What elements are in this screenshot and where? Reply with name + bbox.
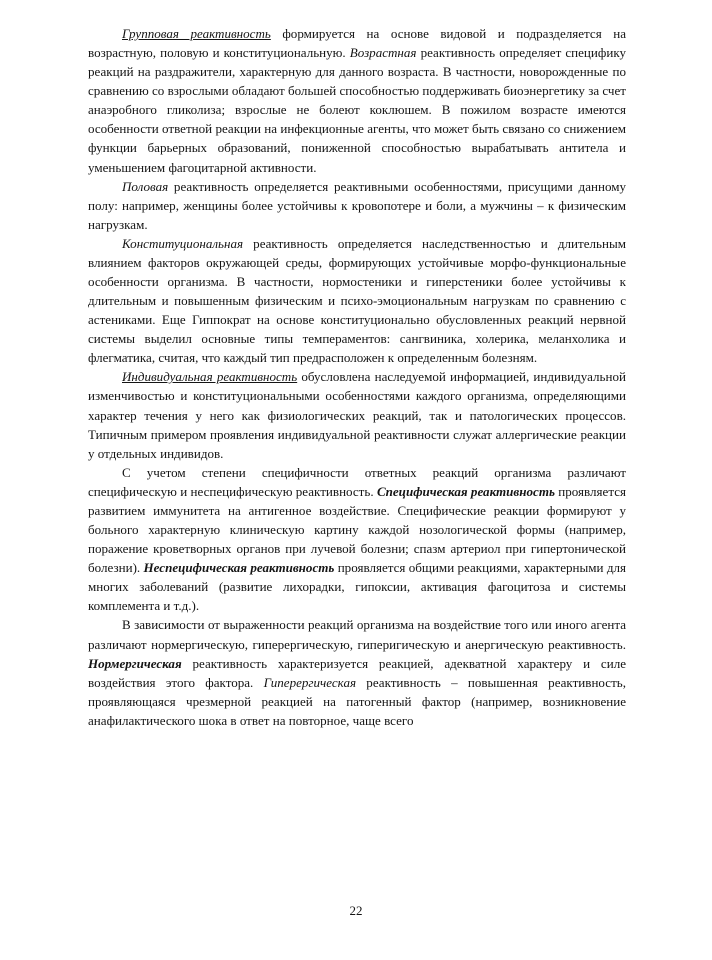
text-run: С учетом степени специфичности ответных реакций организма различают специфическую и неспецифическую реактивность. <box>88 464 626 499</box>
text-run: проявляется общими реакциями, характерными для многих заболеваний (развитие лихорадки, гипоксии, активация фагоцитоза и системы комплемента и т.д.). <box>88 560 627 614</box>
paragraph-constitutional-reactivity <box>88 234 626 368</box>
paragraph-sex-reactivity <box>88 177 626 234</box>
document-body <box>88 24 626 730</box>
paragraph-specific-reactivity <box>88 463 626 616</box>
text-run: реактивность – повышенная реактивность, проявляющаяся чрезмерной реакцией на патогенный фактор (например, возникновение анафилактического шока в ответ на повторное, чаще всего <box>88 674 626 728</box>
text-run: обусловлена наследуемой информацией, индивидуальной изменчивостью и конституциональными особенностями каждого организма, определяющими характер течения у него как физиологических реакций, так и патологических процессов. Типичным примером проявления индивидуальной реактивности служат аллергические реакции у отдельных индивидов. <box>88 369 626 461</box>
emphasized-term: Групповая реактивность <box>122 26 271 41</box>
emphasized-term: Индивидуальная реактивность <box>122 369 298 385</box>
emphasized-term: Неспецифическая реактивность <box>143 560 335 576</box>
emphasized-term: Гиперергическая <box>263 674 357 690</box>
page-number: 22 <box>349 903 363 918</box>
emphasized-term: Конституциональная <box>122 235 244 251</box>
emphasized-term: Возрастная <box>349 45 417 61</box>
text-run: формируется на основе видовой и подразделяется на возрастную, половую и конституциональную. <box>88 26 626 61</box>
text-run: реактивность определяется наследственностью и длительным влиянием факторов окружающей среды, формирующих устойчивые морфо-функциональные особенности организма. В частности, нормостеники и гиперстеники более устойчивы к длительным и повышенным физическим и психо-эмоциональным нагрузкам по сравнению с астениками. Еще Гиппократ на основе конституционально обусловленных реакций нервной системы выделил основные типы темпераментов: сангвиника, холерика, меланхолика и флегматика, считая, что каждый тип предрасположен к определенным болезням. <box>88 235 626 366</box>
paragraph-reactivity-degree <box>88 615 626 729</box>
paragraph-group-reactivity <box>88 24 626 177</box>
text-run: реактивность определяется реактивными особенностями, присущими данному полу: например, женщины более устойчивы к кровопотере и боли, а мужчины – к физическим нагрузкам. <box>88 178 626 232</box>
text-run: реактивность определяет специфику реакций на раздражители, характерную для данного возраста. В частности, новорожденные по сравнению со взрослыми обладают большей способностью поддерживать биоэнергетику за счет анаэробного гликолиза; взрослые не болеют коклюшем. В пожилом возрасте имеются особенности ответной реакции на инфекционные агенты, что может быть связано со снижением функции барьерных образований, пониженной способностью вырабатывать антитела и уменьшением фагоцитарной активности. <box>88 45 626 175</box>
text-run: проявляется развитием иммунитета на антигенное воздействие. Специфические реакции формируют у больного характерную клиническую картину каждой нозологической формы (например, поражение кроветворных органов при лучевой болезни; спазм артериол при гипертонической болезни). <box>88 483 626 576</box>
emphasized-term: Половая <box>122 178 169 194</box>
paragraph-individual-reactivity <box>88 367 626 462</box>
text-run: реактивность характеризуется реакцией, адекватной характеру и силе воздействия этого фактора. <box>88 655 626 690</box>
text-run: В зависимости от выраженности реакций организма на воздействие того или иного агента различают нормергическую, гиперергическую, гиперигическую и анергическую реактивность. <box>88 617 626 652</box>
emphasized-term: Нормергическая <box>88 655 182 671</box>
emphasized-term: Специфическая реактивность <box>376 483 555 499</box>
